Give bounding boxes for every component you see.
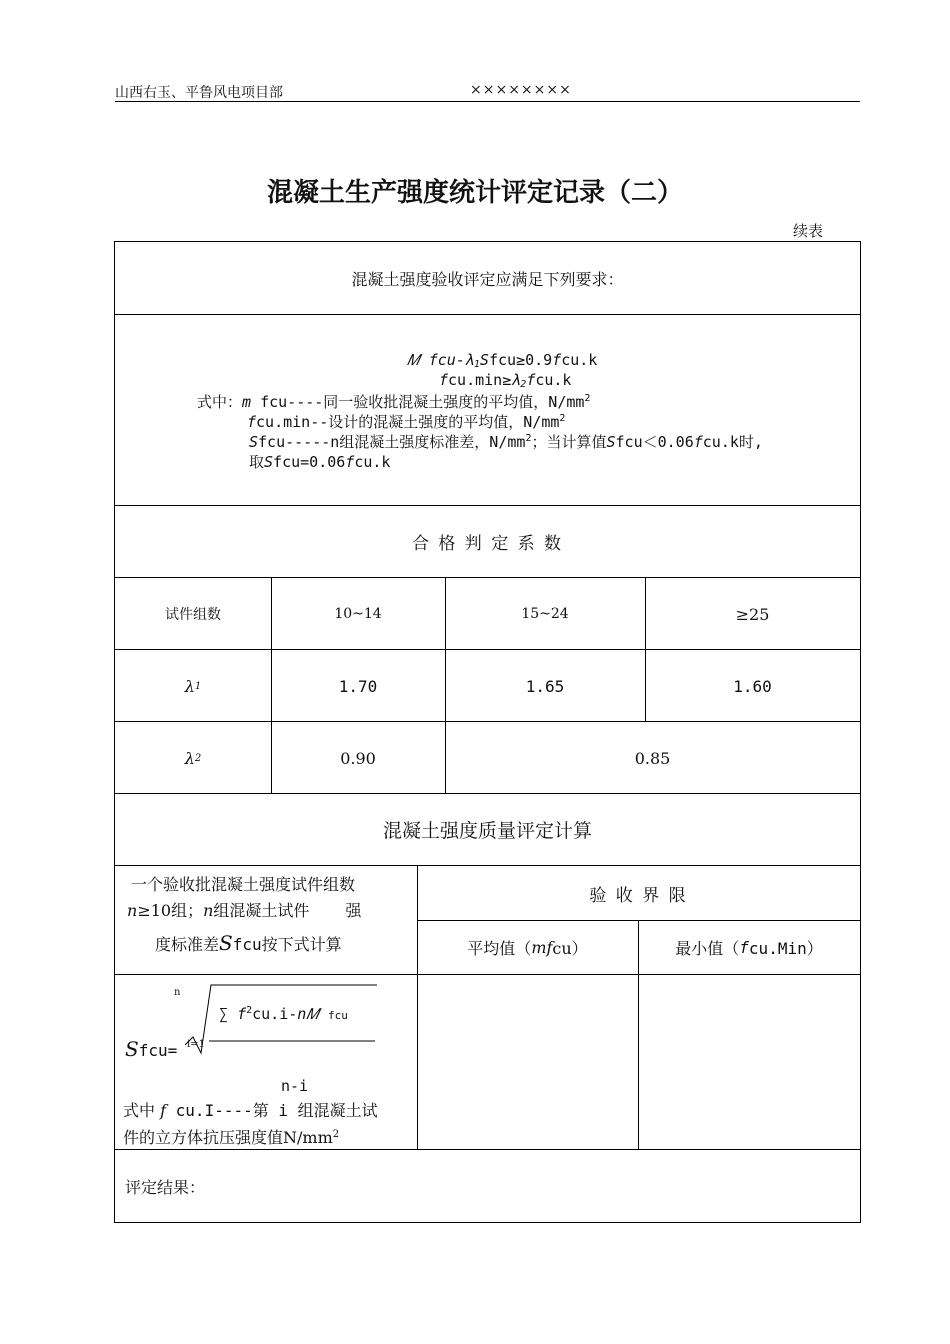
project-name: 山西右玉、平鲁风电项目部 [115,85,283,101]
group-10-14: 10~14 [334,606,382,622]
lambda1-label: λ 1 [184,676,202,696]
requirements-heading: 混凝土强度验收评定应满足下列要求： [115,242,860,315]
formula-denominator: n-i [281,1077,309,1095]
definition-stddev-min: 取Sfcu=0.06fcu.k [249,453,391,471]
lambda2-15-plus: 0.85 [634,748,671,768]
coefficients-heading: 合 格 判 定 系 数 [115,506,860,578]
coefficients-groups-row [115,578,860,650]
lambda1-25-plus: 1.60 [733,676,772,696]
page-header [115,82,860,102]
formula-mean-condition: 𝑀 fcu-$\lambda_1Sfcu\ge 0.9fcu.k$ [407,351,598,370]
continued-label: 续表 [793,222,824,240]
lambda1-15-24: 1.65 [525,676,565,696]
stddev-formula: n ∑ $f^2cu.i-n𝑀$ fcu i=1 Sfcu= n-i 式中 f cu.I----第 i 组混凝土试 件的立方体抗压强度值$N/mm^2$ [115,975,417,1150]
acceptance-limits: 验 收 界 限 [589,885,688,906]
lambda2-row [115,722,860,794]
group-15-24: 15~24 [521,606,569,622]
calculation-header-row [115,866,860,975]
divider [445,578,446,794]
requirements-formulas [115,315,860,506]
lambda1-row [115,650,860,722]
formula-min-condition: $fcu.\min\ge\lambda_2fcu.k$ [439,371,572,390]
document-code: ×××××××× [470,82,572,98]
lambda2-label: λ 2 [184,748,202,768]
formula-numerator: ∑ $f^2cu.i-n𝑀$ fcu [219,1005,348,1023]
divider [271,578,272,794]
group-25-plus: ≥25 [735,604,770,624]
calculation-heading: 混凝土强度质量评定计算 [115,794,860,866]
average-value-header: 平均值（ m f cu） [467,938,588,958]
divider [645,578,646,722]
divider [417,866,418,1150]
result-row[interactable] [115,1150,860,1222]
average-value-cell[interactable] [417,975,638,1150]
divider [638,920,639,1150]
stddev-formula-row [115,975,860,1150]
formula-lhs: Sfcu= [125,1037,178,1061]
lambda1-10-14: 1.70 [338,676,378,696]
definition-mean: 式中：m fcu----同一验收批混凝土强度的平均值，$N/mm^2$ [197,393,591,411]
lambda2-10-14: 0.90 [340,748,376,768]
result-label: 评定结果： [125,1177,206,1197]
formula-note: 式中 f cu.I----第 i 组混凝土试 件的立方体抗压强度值$N/mm^2$ [123,1101,378,1147]
evaluation-table [114,241,861,1223]
definition-min: fcu.min--设计的混凝土强度的平均值，$N/mm^2$ [247,413,566,431]
page-title: 混凝土生产强度统计评定记录（二） [266,178,683,208]
definition-stddev: Sfcu-----n组混凝土强度标准差，$N/mm^2$；当计算值Sfcu＜0.06fcu.k时, [249,433,763,451]
minimum-value-cell[interactable] [638,975,860,1150]
calculation-description: 一个验收批混凝土强度试件组数 n≥10组；n组混凝土试件 强 度标准差Sfcu按下式计算 [127,875,362,955]
groups-label: 试件组数 [165,607,221,623]
minimum-value-header: 最小值（ f cu.Min） [675,938,823,958]
